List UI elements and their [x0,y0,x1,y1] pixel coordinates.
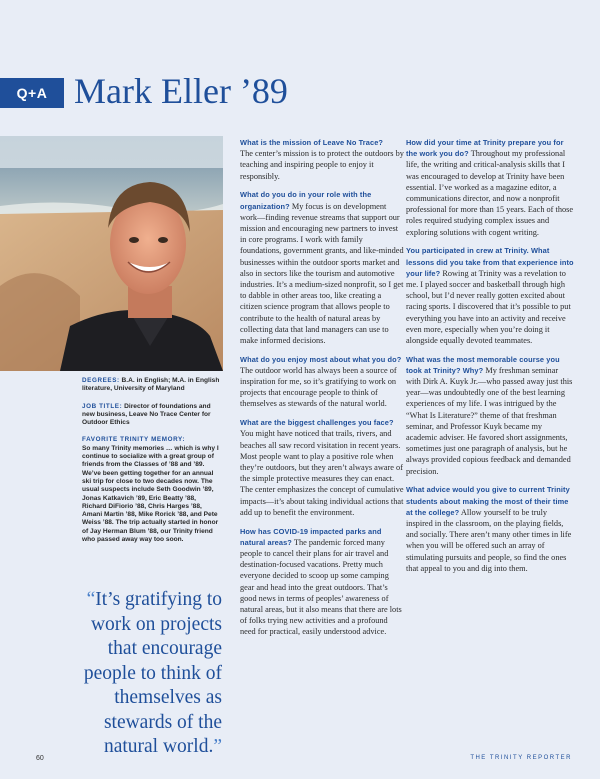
quote-open-mark: “ [86,589,96,610]
pull-quote-text: It’s gratifying to work on projects that encourage people to think of themselves as stewards of the natural world. [83,589,222,757]
question: What do you do in your role with the organization? [240,190,372,211]
qa-item [240,354,404,410]
answer: My focus is on development work—finding revenue streams that support our mission and encouraging new partners to invest in core programs. I work with family foundations, government grants, and like-minded businesses within the outdoor sports market and also in sectors like the tourism and automotive industries. It’s a medium-sized nonprofit, so I get to dabble in other areas too, like creating a citizen science program that allows people to contribute to the health of natural areas by collecting data that land managers can use to make informed decisions. [240,201,404,345]
answer: Rowing at Trinity was a revelation to me. I played soccer and basketball through high school, but I’d never really gotten excited about racing sports. I discovered that it’s possible to put everything you have into an activity and receive even more, especially when you’re doing it alongside equally devoted teammates. [406,268,571,345]
qa-item [406,245,574,346]
question: How did your time at Trinity prepare you for the work you do? [406,138,564,159]
column-middle [240,137,404,645]
answer: Throughout my professional life, the writing and critical-analysis skills that I was encouraged to develop at Trinity have been essential. I’ve worked as a magazine editor, a communications director, and now a nonprofit professional for more than 15 years. Each of those roles required studying complex issues and exploring solutions with cogent writing. [406,149,574,237]
question: You participated in crew at Trinity. What lessons did you take from that experience into your life? [406,246,574,278]
quote-close-mark: ” [213,736,222,757]
column-right [406,137,574,582]
answer: You might have noticed that trails, rivers, and beaches all saw record visitation in recent years. Most people want to play a positive role when they’re outdoors, but they aren’t always aware of the simple protective measures they can enact. The center emphasizes the concept of cumulative impacts—it’s about taking individual actions that add up to benefit the environment. [240,429,404,517]
bio-job [82,403,220,428]
question: What are the biggest challenges you face? [240,418,394,428]
answer: The outdoor world has always been a source of inspiration for me, so it’s gratifying to work on projects that encourage people to think of themselves as stewards of the natural world. [240,365,397,409]
qa-item [240,137,404,182]
qa-item [406,484,574,574]
qa-item [240,417,404,518]
page-number: 60 [36,755,44,762]
pull-quote [72,588,222,760]
job-text: Director of foundations and new business, Leave No Trace Center for Outdoor Ethics [82,402,211,427]
question: What do you enjoy most about what you do? [240,354,402,364]
answer: The pandemic forced many people to cancel their plans for air travel and destination-focused vacations. Pretty much everyone decided to scoop up some camping gear and head into the great outdoors. That’s good news in terms of peoples’ awareness of natural areas, but it also means that there are lots of folks trying new activities and a profound need for practical, easily understood advice. [240,537,402,637]
degrees-label: DEGREES: [82,377,120,384]
qa-item [240,189,404,346]
question: What was the most memorable course you took at Trinity? Why? [406,354,560,375]
qa-badge: Q+A [0,78,64,108]
bio-degrees [82,377,220,394]
bio-memory [82,436,220,544]
portrait-photo-illustration [0,136,223,371]
question: What advice would you give to current Trinity students about making the most of their time at the college? [406,485,570,517]
answer: The center’s mission is to protect the outdoors by teaching and inspiring people to enjoy it responsibly. [240,149,404,181]
answer: Allow yourself to be truly inspired in the classroom, on the playing fields, and socially. There aren’t many other times in life when you will be offered such an array of stimulating pursuits and people, so find the ones that appeal to you and dig into them. [406,507,572,573]
qa-item [406,137,574,238]
publication-name: THE TRINITY REPORTER [470,755,572,761]
answer: My freshman seminar with Dirk A. Kuyk Jr.—who passed away just this year—was undoubtedly one of the best learning experiences of my life. I was intrigued by the “What Is Literature?” theme of that freshman seminar, and Professor Kuyk became my academic adviser. He favored short assignments, sometimes just one paragraph of analysis, but he always provided copious feedback and demanded precision. [406,365,573,476]
degrees-text: B.A. in English; M.A. in English literature, University of Maryland [82,377,220,393]
portrait-photo [0,136,223,371]
memory-text: So many Trinity memories … which is why I continue to socialize with a great group of friends from the Classes of ’88 and ’89. We’ve been getting together for an annual ski trip for close to two decades now. The usual suspects include Seth Goodwin ’89, Jonas Katkavich ’89, Eric Beatty ’88, Richard DiFiorio ’88, Chris Harges ’88, Amani Martin ’88, Mike Rorick ’88, and Pete Weiss ’88. The trip actually started in honor of Jay Herman Blum ’88, our Trinity friend who passed away way too soon. [82,444,219,544]
page-title: Mark Eller ’89 [74,71,288,111]
question: What is the mission of Leave No Trace? [240,138,384,147]
job-label: JOB TITLE: [82,402,123,410]
qa-item [406,354,574,477]
question: How has COVID-19 impacted parks and natural areas? [240,526,382,547]
memory-label: FAVORITE TRINITY MEMORY: [82,436,186,444]
qa-item [240,526,404,638]
bio-sidebar [82,377,220,553]
